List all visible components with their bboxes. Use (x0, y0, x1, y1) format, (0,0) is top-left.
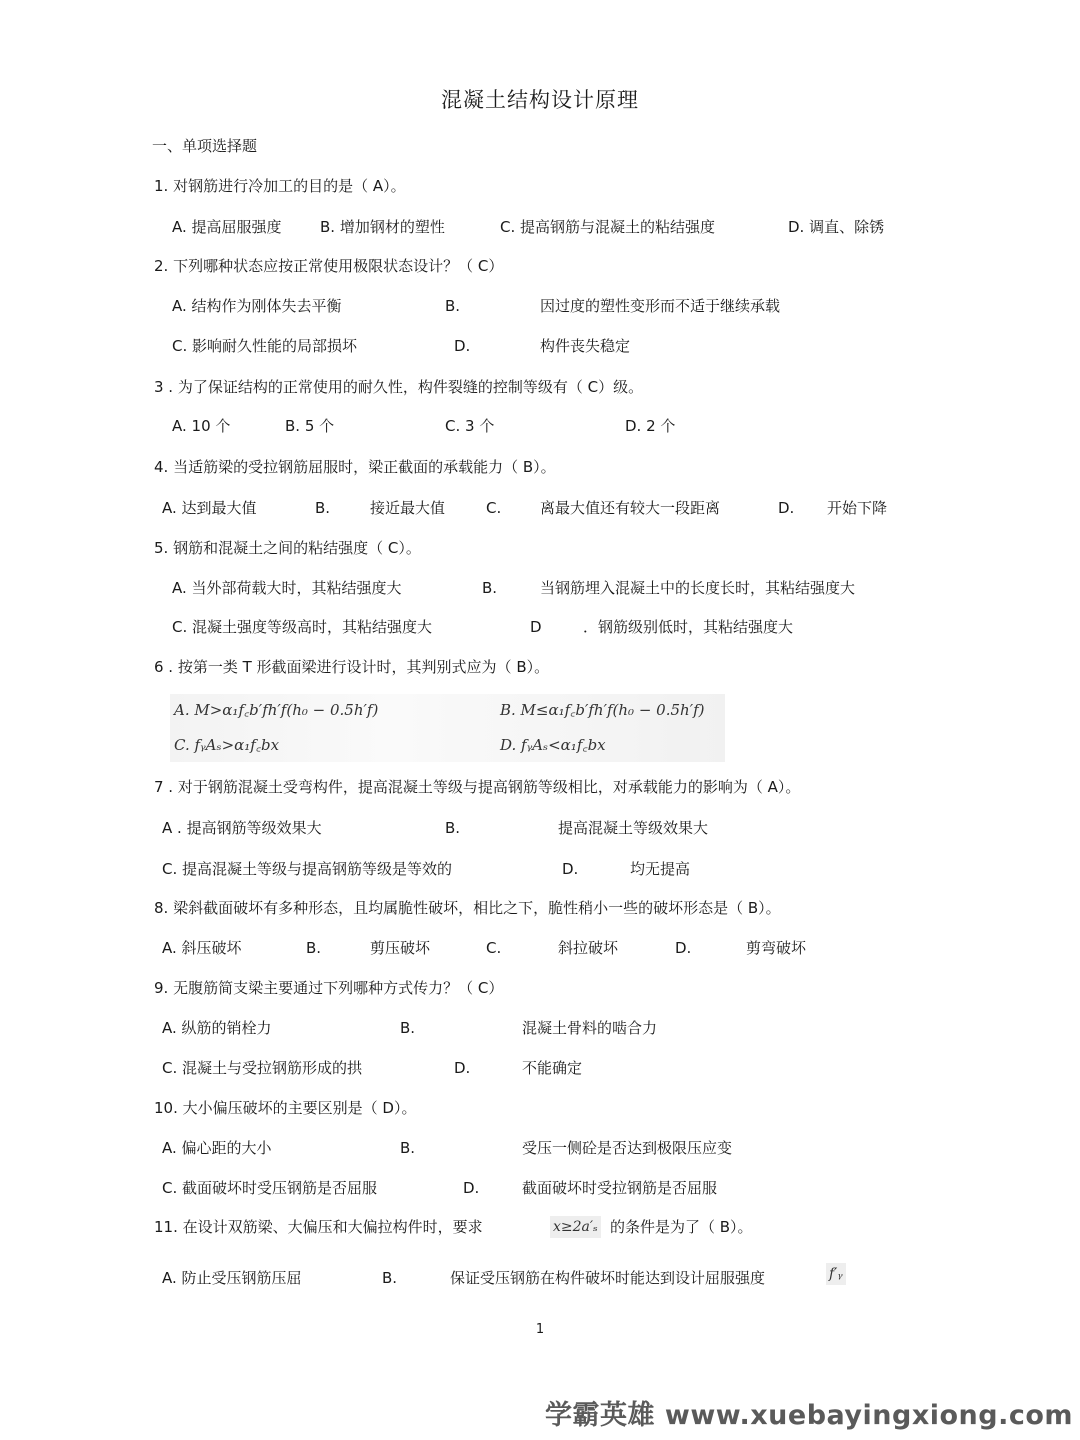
q1-option-d: D. 调直、除锈 (788, 218, 885, 236)
question-1-stem: 1. 对钢筋进行冷加工的目的是（ A）。 (154, 177, 406, 195)
q7-option-d-text: 均无提高 (630, 860, 691, 878)
q4-option-d-text: 开始下降 (827, 499, 888, 517)
q11-inline-formula: x≥2a′ₛ (550, 1216, 601, 1238)
q5-option-a: A. 当外部荷载大时，其粘结强度大 (172, 579, 402, 597)
q3-option-c: C. 3 个 (445, 417, 495, 435)
q10-option-b-letter: B. (400, 1139, 416, 1157)
q3-option-b: B. 5 个 (285, 417, 335, 435)
q4-option-a: A. 达到最大值 (162, 499, 257, 517)
question-10-stem: 10. 大小偏压破坏的主要区别是（ D）。 (154, 1099, 417, 1117)
question-9-stem: 9. 无腹筋简支梁主要通过下列哪种方式传力？（ C） (154, 979, 504, 997)
q6-formula-c: C. fᵧAₛ>α₁f꜀bx (174, 736, 280, 754)
q11-option-a: A. 防止受压钢筋压屈 (162, 1269, 302, 1287)
q1-option-c: C. 提高钢筋与混凝土的粘结强度 (500, 218, 716, 236)
q2-option-b-text: 因过度的塑性变形而不适于继续承载 (540, 297, 781, 315)
q7-option-d-letter: D. (562, 860, 579, 878)
q7-option-b-text: 提高混凝土等级效果大 (558, 819, 709, 837)
section-heading: 一、单项选择题 (152, 137, 258, 155)
q4-option-d-letter: D. (778, 499, 795, 517)
q9-option-b-letter: B. (400, 1019, 416, 1037)
q5-option-c: C. 混凝土强度等级高时，其粘结强度大 (172, 618, 433, 636)
q5-option-d-letter: D (530, 618, 542, 636)
q10-option-d-letter: D. (463, 1179, 480, 1197)
q4-option-c-text: 离最大值还有较大一段距离 (540, 499, 721, 517)
page-title: 混凝土结构设计原理 (441, 88, 639, 112)
q3-option-a: A. 10 个 (172, 417, 231, 435)
q11-tail-formula: f′ᵧ (826, 1263, 846, 1285)
question-11-stem-end: 的条件是为了（ B）。 (610, 1218, 753, 1236)
q2-option-a: A. 结构作为刚体失去平衡 (172, 297, 342, 315)
q9-option-d-text: 不能确定 (522, 1059, 583, 1077)
q6-formula-b: B. M≤α₁f꜀b′fh′f(h₀ − 0.5h′f) (500, 701, 705, 719)
q9-option-a: A. 纵筋的销栓力 (162, 1019, 272, 1037)
page-number: 1 (535, 1322, 545, 1337)
question-7-stem: 7 . 对于钢筋混凝土受弯构件，提高混凝土等级与提高钢筋等级相比，对承载能力的影响为（ A）。 (154, 778, 801, 796)
site-watermark: 学霸英雄 www.xuebayingxiong.com (545, 1400, 1074, 1431)
q2-option-d-text: 构件丧失稳定 (540, 337, 631, 355)
q8-option-d-text: 剪弯破坏 (746, 939, 807, 957)
question-6-stem: 6 . 按第一类 T 形截面梁进行设计时，其判别式应为（ B）。 (154, 658, 550, 676)
q5-option-d-text: ．钢筋级别低时，其粘结强度大 (583, 618, 794, 636)
q6-formula-d: D. fᵧAₛ<α₁f꜀bx (500, 736, 606, 754)
q3-option-d: D. 2 个 (625, 417, 676, 435)
q4-option-b-letter: B. (315, 499, 331, 517)
q11-option-b-text: 保证受压钢筋在构件破坏时能达到设计屈服强度 (450, 1269, 766, 1287)
question-3-stem: 3 . 为了保证结构的正常使用的耐久性，构件裂缝的控制等级有（ C）级。 (154, 378, 644, 396)
q7-option-b-letter: B. (445, 819, 461, 837)
q8-option-b-letter: B. (306, 939, 322, 957)
q5-option-b-letter: B. (482, 579, 498, 597)
q6-formula-a: A. M>α₁f꜀b′fh′f(h₀ − 0.5h′f) (174, 701, 379, 719)
q2-option-c: C. 影响耐久性能的局部损坏 (172, 337, 358, 355)
q2-option-d-letter: D. (454, 337, 471, 355)
question-5-stem: 5. 钢筋和混凝土之间的粘结强度（ C）。 (154, 539, 421, 557)
q8-option-c-letter: C. (486, 939, 502, 957)
q9-option-c: C. 混凝土与受拉钢筋形成的拱 (162, 1059, 363, 1077)
q8-option-c-text: 斜拉破坏 (558, 939, 619, 957)
q1-option-b: B. 增加钢材的塑性 (320, 218, 445, 236)
question-2-stem: 2. 下列哪种状态应按正常使用极限状态设计？（ C） (154, 257, 504, 275)
question-4-stem: 4. 当适筋梁的受拉钢筋屈服时，梁正截面的承载能力（ B）。 (154, 458, 556, 476)
q10-option-b-text: 受压一侧砼是否达到极限压应变 (522, 1139, 733, 1157)
q8-option-a: A. 斜压破坏 (162, 939, 242, 957)
q4-option-c-letter: C. (486, 499, 502, 517)
q9-option-d-letter: D. (454, 1059, 471, 1077)
q10-option-c: C. 截面破坏时受压钢筋是否屈服 (162, 1179, 378, 1197)
q5-option-b-text: 当钢筋埋入混凝土中的长度长时，其粘结强度大 (540, 579, 856, 597)
q10-option-d-text: 截面破坏时受拉钢筋是否屈服 (522, 1179, 718, 1197)
question-8-stem: 8. 梁斜截面破坏有多种形态，且均属脆性破坏，相比之下，脆性稍小一些的破坏形态是（ B）。 (154, 899, 781, 917)
q8-option-b-text: 剪压破坏 (370, 939, 431, 957)
q1-option-a: A. 提高屈服强度 (172, 218, 282, 236)
q7-option-a: A . 提高钢筋等级效果大 (162, 819, 322, 837)
q8-option-d-letter: D. (675, 939, 692, 957)
q11-option-b-letter: B. (382, 1269, 398, 1287)
q4-option-b-text: 接近最大值 (370, 499, 446, 517)
question-11-stem-start: 11. 在设计双筋梁、大偏压和大偏拉构件时，要求 (154, 1218, 483, 1236)
q2-option-b-letter: B. (445, 297, 461, 315)
q7-option-c: C. 提高混凝土等级与提高钢筋等级是等效的 (162, 860, 453, 878)
q10-option-a: A. 偏心距的大小 (162, 1139, 272, 1157)
q9-option-b-text: 混凝土骨料的啮合力 (522, 1019, 658, 1037)
